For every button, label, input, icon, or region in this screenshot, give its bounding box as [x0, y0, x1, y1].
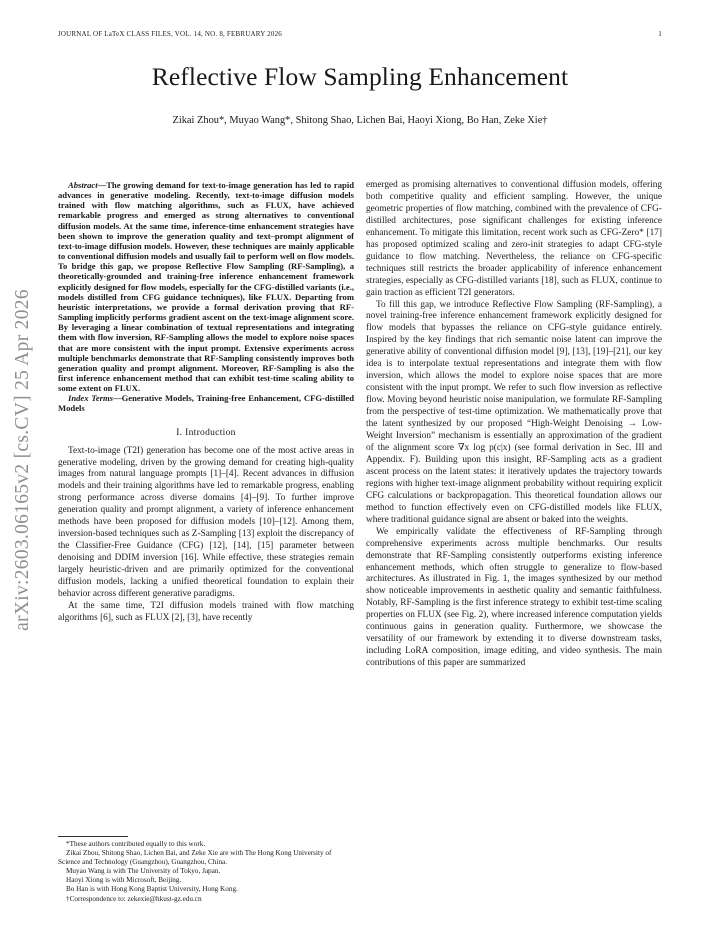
footnote-rule [58, 836, 128, 837]
intro-paragraph-5: We empirically validate the effectiveness of RF-Sampling through comprehensive experiments across multiple benchmarks. Our results demonstrate that RF-Sampling consistently outperforms existing inference enhancement methods, which often struggle to generalize to flow-based architectures. As illustrated in Fig. 1, the images synthesized by our method show noticeable improvements in aesthetic quality and semantic faithfulness. Notably, RF-Sampling is the first inference strategy to exhibit test-time scaling properties on FLUX (see Fig. 2), where increased inference computation yields continuous gains in generation quality. Furthermore, we showcase the versatility of our framework by extending it to diverse downstream tasks, including LoRA composition, image editing, and video synthesis. The main contributions of this paper are summarized [366, 526, 662, 669]
left-column [58, 180, 354, 625]
footnote-affiliation-hkust: Zikai Zhou, Shitong Shao, Lichen Bai, and Zeke Xie are with The Hong Kong University of Science and Technology (Guangzhou), Guangzhou, China. [58, 849, 332, 867]
abstract [58, 180, 354, 393]
index-terms-label: Index Terms [68, 393, 114, 404]
intro-paragraph-1: Text-to-image (T2I) generation has become one of the most active areas in generative modeling, driven by the growing demand for creating high-quality images from natural language prompts [1]–[4]. Recent advances in diffusion models and their training algorithms have led to remarkable progress, enabling strong performance across diverse domains [4]–[9]. To further improve generation quality and prompt alignment, a variety of inference enhancement methods have been proposed for diffusion models [10]–[12]. Among them, inversion-based techniques such as Z-Sampling [13] exploit the discrepancy of the Classifier-Free Guidance (CFG) [12], [14], [15] parameter between denoising and DDIM inversion [16]. While effective, these strategies remain largely heuristic-driven and are primarily optimized for the conventional diffusion models, lacking a unified theoretical foundation to explain their behavior across different generative paradigms. [58, 445, 354, 599]
intro-paragraph-4: To fill this gap, we introduce Reflective Flow Sampling (RF-Sampling), a novel training-free inference enhancement framework explicitly designed for flow models that bypasses the reliance on CFG-style guidance entirely. Inspired by the key findings that rich semantic noise latent can improve the generative ability of conventional diffusion model [9], [13], [19]–[21], our key idea is to interpolate textual representations and integrate them with flow inversion, which allows the model to explore noise spaces that are more consistent with the input prompt. We refer to such flow inversion as reflective flow. Moving beyond heuristic noise manipulation, we formulate RF-Sampling from the perspective of test-time optimization. We mathematically prove that the latent synthesized by our proposed “High-Weight Denoising → Low-Weight Inversion” mechanism is essentially an approximation of the gradient of the alignment score ∇x log p(c|x) (see formal derivation in Sec. III and Appendix. F). Building upon this insight, RF-Sampling acts as a gradient ascent process on the latent states: it iteratively updates the trajectory towards regions with higher text-image alignment probability without requiring explicit CFG calculations or backpropagation. This theoretical foundation allows our method to function effectively even on CFG-distilled models like FLUX, where traditional guidance signal are absent or baked into the weights. [366, 299, 662, 525]
abstract-label: Abstract [68, 180, 98, 190]
page-number: 1 [658, 30, 662, 38]
footnotes [58, 836, 354, 904]
arxiv-identifier: arXiv:2603.06165v2 [cs.CV] 25 Apr 2026 [12, 289, 33, 631]
footnote-affiliation-hkbu: Bo Han is with Hong Kong Baptist University, Hong Kong. [66, 885, 238, 894]
footnote-correspondence: †Correspondence to: zekexie@hkust-gz.edu.cn [66, 894, 202, 903]
section-heading: I. Introduction [176, 427, 236, 438]
paper-title: Reflective Flow Sampling Enhancement [151, 62, 569, 91]
intro-paragraph-3: emerged as promising alternatives to conventional diffusion models, offering both competitive quality and efficient sampling. However, the unique geometric properties of flow matching, combined with the prevalence of CFG-distilled architectures, pose significant challenges for existing inference enhancement. To mitigate this limitation, recent work such as CFG-Zero* [17] has proposed optimized scaling and zero-init strategies to adapt CFG-style guidance to flow matching. Nevertheless, the reliance on CFG-specific techniques still restricts the broader applicability of inference enhancement strategies, especially as CFG-distilled variants [18], such as FLUX, continue to gain traction as efficient T2I generators. [366, 180, 662, 298]
footnote-equal-contribution: *These authors contributed equally to this work. [66, 840, 206, 848]
index-terms-text: —Generative Models, Training-free Enhancement, CFG-distilled Models [58, 393, 355, 414]
intro-paragraph-2: At the same time, T2I diffusion models trained with flow matching algorithms [6], such as FLUX [2], [3], have recently [58, 600, 354, 623]
index-terms [58, 393, 354, 413]
footnote-affiliation-microsoft: Haoyi Xiong is with Microsoft, Beijing. [66, 876, 182, 885]
footnote-affiliation-tokyo: Muyao Wang is with The University of Tokyo, Japan. [66, 867, 221, 876]
right-column [366, 180, 662, 670]
arxiv-stamp [12, 240, 34, 680]
abstract-text: —The growing demand for text-to-image generation has led to rapid advances in generative modeling. Recently, text-to-image diffusion models trained with flow matching algorithms, such as FLUX, have achieved remarkable progress and emerged as strong alternatives to conventional diffusion models. At the same time, inference-time enhancement strategies have been shown to improve the generation quality and text–prompt alignment of text-to-image diffusion models. However, these techniques are mainly applicable to conventional diffusion models and usually fail to perform well on flow models. To bridge this gap, we propose Reflective Flow Sampling (RF-Sampling), a theoretically-grounded and training-free inference enhancement framework explicitly designed for flow models, especially for the CFG-distilled variants (i.e., models distilled from CFG guidance techniques), like FLUX. Departing from heuristic interpretations, we provide a formal derivation proving that RF-Sampling implicitly performs gradient ascent on the text-image alignment score. By leveraging a linear combination of textual representations and integrating them with flow inversion, RF-Sampling allows the model to explore noise spaces that are more consistent with the input prompt. Extensive experiments across multiple benchmarks demonstrate that RF-Sampling consistently improves both generation quality and prompt alignment. Moreover, RF-Sampling is also the first inference enhancement method that can exhibit test-time scaling ability to some extent on FLUX. [58, 180, 354, 394]
running-head [58, 30, 662, 38]
author-list: Zikai Zhou*, Muyao Wang*, Shitong Shao, Lichen Bai, Haoyi Xiong, Bo Han, Zeke Xie† [172, 115, 548, 126]
journal-line: JOURNAL OF LaTeX CLASS FILES, VOL. 14, NO. 8, FEBRUARY 2026 [58, 30, 282, 38]
